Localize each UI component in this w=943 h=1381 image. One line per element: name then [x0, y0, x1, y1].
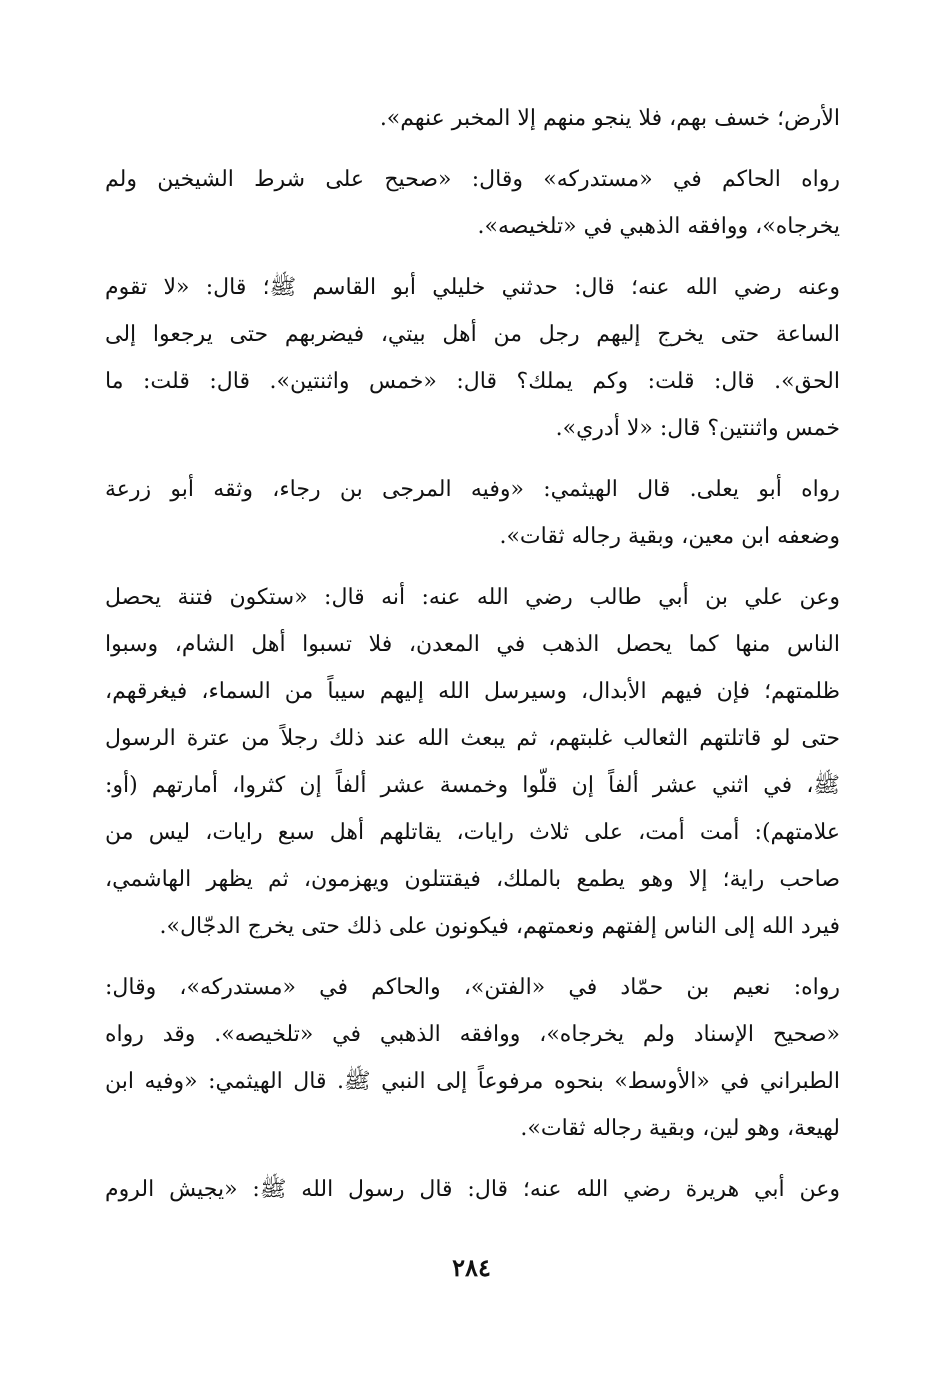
paragraph-gap	[105, 950, 840, 964]
text-line: الطبراني في «الأوسط» بنحوه مرفوعاً إلى النبي ﷺ. قال الهيثمي: «وفيه ابن	[105, 1069, 840, 1094]
paragraph-gap	[105, 452, 840, 466]
text-line: ظلمتهم؛ فإن فيهم الأبدال، وسيرسل الله إليهم سيباً من السماء، فيغرقهم،	[105, 679, 840, 704]
paragraph-gap	[105, 560, 840, 574]
paragraph-gap	[105, 250, 840, 264]
text-line: خمس واثنتين؟ قال: «لا أدري».	[555, 416, 840, 441]
text-line: الحق». قال: قلت: وكم يملك؟ قال: «خمس واثنتين». قال: قلت: ما	[105, 369, 840, 394]
paragraph-gap	[105, 1152, 840, 1166]
text-line: وعن علي بن أبي طالب رضي الله عنه: أنه قال: «ستكون فتنة يحصل	[105, 585, 840, 610]
text-line: لهيعة، وهو لين، وبقية رجاله ثقات».	[520, 1116, 840, 1141]
text-line: وعن أبي هريرة رضي الله عنه؛ قال: قال رسول الله ﷺ: «يجيش الروم	[105, 1177, 840, 1202]
text-line: علامتهم): أمت أمت، على ثلاث رايات، يقاتلهم أهل سبع رايات، ليس من	[105, 820, 840, 845]
text-line: الناس منها كما يحصل الذهب في المعدن، فلا تسبوا أهل الشام، وسبوا	[105, 632, 840, 657]
text-line: فيرد الله إلى الناس إلفتهم ونعمتهم، فيكونون على ذلك حتى يخرج الدجّال».	[159, 914, 840, 939]
text-line: الأرض؛ خسف بهم، فلا ينجو منهم إلا المخبر عنهم».	[379, 106, 840, 131]
paragraph-gap	[105, 142, 840, 156]
text-line: الساعة حتى يخرج إليهم رجل من أهل بيتي، فيضربهم حتى يرجعوا إلى	[105, 322, 840, 347]
text-line: صاحب راية؛ إلا وهو يطمع بالملك، فيقتتلون ويهزمون، ثم يظهر الهاشمي،	[105, 867, 840, 892]
text-line: ﷺ، في اثني عشر ألفاً إن قلّوا وخمسة عشر ألفاً إن كثروا، أمارتهم (أو:	[105, 773, 840, 798]
text-line: وعنه رضي الله عنه؛ قال: حدثني خليلي أبو القاسم ﷺ؛ قال: «لا تقوم	[105, 275, 840, 300]
page-body	[105, 95, 840, 1295]
text-line: رواه الحاكم في «مستدركه» وقال: «صحيح على شرط الشيخين ولم	[105, 167, 840, 192]
text-line: يخرجاه»، ووافقه الذهبي في «تلخيصه».	[477, 214, 840, 239]
text-line: وضعفه ابن معين، وبقية رجاله ثقات».	[499, 524, 840, 549]
text-line: «صحيح الإسناد ولم يخرجاه»، ووافقه الذهبي في «تلخيصه». وقد رواه	[105, 1022, 840, 1047]
page-number: ٢٨٤	[452, 1253, 491, 1282]
text-line: رواه أبو يعلى. قال الهيثمي: «وفيه المرجى بن رجاء، وثقه أبو زرعة	[105, 477, 840, 502]
text-line: حتى لو قاتلتهم الثعالب غلبتهم، ثم يبعث الله عند ذلك رجلاً من عترة الرسول	[105, 726, 840, 751]
text-line: رواه: نعيم بن حمّاد في «الفتن»، والحاكم في «مستدركه»، وقال:	[105, 975, 840, 1000]
